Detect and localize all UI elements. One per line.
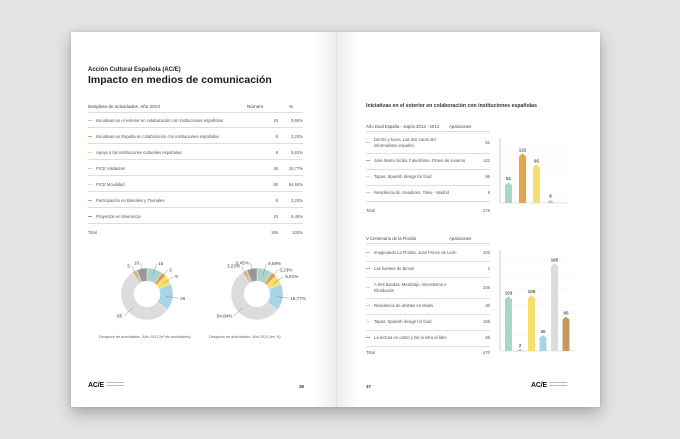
bar-chart-japan — [499, 138, 569, 206]
row-percent: 6,45% — [291, 214, 303, 219]
table-row — [88, 197, 303, 207]
bar — [563, 316, 570, 351]
table-row — [366, 318, 490, 328]
bar-value-label: 95 — [533, 158, 540, 164]
pie-caption-percent: Desglose de actividades. Año 2013 (en %) — [209, 335, 281, 339]
bar — [519, 153, 526, 203]
legend-swatch-icon — [366, 192, 370, 193]
divider — [88, 127, 303, 128]
row-label: Iniciativas en España en colaboración con instituciones españolas — [96, 134, 219, 139]
row-number: 5 — [275, 198, 278, 203]
table-row — [88, 213, 303, 223]
total-value: 276 — [483, 208, 490, 213]
slice-label: 6,45% — [236, 260, 250, 266]
donut-chart-percent — [209, 256, 309, 336]
bar-value-label: 8 — [549, 193, 552, 199]
slice-label: 85 — [117, 313, 123, 319]
total-label: Total — [366, 350, 375, 355]
row-label: Iniciativas en el exterior en colaboración con instituciones españolas — [96, 118, 223, 123]
bar — [547, 200, 554, 203]
divider — [366, 346, 490, 347]
supertitle: Acción Cultural Española (AC/E) — [88, 67, 181, 73]
divider — [366, 314, 490, 315]
row-value: 30 — [485, 303, 490, 308]
table-row — [366, 284, 490, 294]
table-row — [366, 173, 490, 183]
legend-swatch-icon — [366, 321, 370, 322]
table-row — [366, 249, 490, 259]
table-row — [366, 157, 490, 167]
row-percent: 16,77% — [288, 166, 303, 171]
row-number: 26 — [273, 166, 278, 171]
row-label: José María Sicilia. Fukushima. Flores de invierno — [374, 158, 466, 163]
bar — [505, 182, 512, 203]
table1-header-value: Apariciones — [449, 124, 472, 129]
row-label: PICE Visitantes — [96, 166, 126, 171]
divider — [366, 298, 490, 299]
table-row — [88, 133, 303, 143]
legend-swatch-icon — [88, 168, 92, 169]
row-label: Tapas. Spanish design for food — [374, 174, 432, 179]
legend-swatch-icon — [366, 176, 370, 177]
legend-swatch-icon — [366, 142, 370, 143]
table1-total-row — [366, 207, 490, 217]
row-label: Participación en Bienales y Trienales — [96, 198, 165, 203]
total-value: 470 — [483, 350, 490, 355]
divider — [366, 131, 490, 132]
row-number: 10 — [273, 214, 278, 219]
row-number: 15 — [273, 118, 278, 123]
legend-swatch-icon — [366, 252, 370, 253]
bar — [528, 295, 535, 351]
table2-total-row — [366, 349, 490, 359]
row-label: PICE Movilidad — [96, 182, 125, 187]
logo-text: AC/E — [88, 382, 104, 389]
divider — [366, 330, 490, 331]
row-label: Residencia de creadores. Tokio - Madrid — [374, 190, 449, 195]
divider — [88, 159, 303, 160]
row-percent: 5,81% — [291, 150, 303, 155]
legend-swatch-icon — [88, 120, 92, 121]
donut-chart-counts — [101, 256, 191, 336]
pie-caption-counts: Desglose de actividades. Año 2013 (nº de actividades) — [99, 335, 191, 339]
row-label: La lectura en cartel y De la letra al libro — [374, 335, 447, 340]
bar-value-label: 103 — [504, 290, 513, 296]
row-value: 51 — [485, 140, 490, 145]
slice-label: 3,23% — [279, 267, 293, 273]
table-row — [366, 302, 490, 312]
table-row — [366, 189, 490, 199]
row-number: 5 — [275, 134, 278, 139]
row-value: 122 — [483, 158, 490, 163]
logo-text: AC/E — [531, 382, 547, 389]
bar-value-label: 2 — [518, 343, 522, 348]
table-header-number: Número — [247, 104, 264, 109]
bar-chart-florida — [499, 250, 575, 354]
logo-subtitle — [106, 382, 124, 386]
spine-shadow — [336, 32, 358, 407]
row-label: Proyectos en itinerancia — [96, 214, 141, 219]
row-value: 165 — [483, 319, 490, 324]
divider — [88, 143, 303, 144]
divider — [366, 243, 490, 244]
bar-value-label: 122 — [518, 147, 527, 153]
footer-logo — [531, 382, 567, 389]
slice-label: 10 — [133, 260, 140, 266]
table-row — [366, 334, 490, 344]
page-number: 37 — [366, 384, 372, 389]
divider — [88, 207, 303, 208]
row-label: A tres bandas. Mestizaje, sincretismo e hibridación — [374, 282, 447, 293]
legend-swatch-icon — [366, 160, 370, 161]
table1-header-label: Año Dual España - Japón 2013 - 2014 — [366, 124, 440, 129]
table-row — [88, 117, 303, 127]
bar-value-label: 51 — [505, 176, 512, 182]
legend-swatch-icon — [366, 337, 370, 338]
divider — [366, 261, 490, 262]
total-number: 155 — [271, 230, 278, 235]
legend-swatch-icon — [366, 287, 370, 288]
row-percent: 54,84% — [288, 182, 303, 187]
open-book — [71, 32, 600, 407]
bar — [551, 263, 558, 351]
row-label: Las fuentes de Bimini — [374, 266, 415, 271]
row-label: Imaginando La Florida. Juan Ponce de León — [374, 250, 457, 255]
row-value: 65 — [485, 335, 490, 340]
bar-value-label: 165 — [550, 257, 559, 263]
bar-value-label: 105 — [527, 289, 536, 295]
left-page — [71, 32, 336, 407]
legend-swatch-icon — [88, 152, 92, 153]
slice-label: 9,68% — [268, 261, 282, 267]
divider — [88, 191, 303, 192]
bar — [517, 349, 524, 352]
total-label: Total — [366, 208, 375, 213]
spine-shadow — [314, 32, 336, 407]
slice-label: 3,23% — [226, 263, 240, 269]
bar-value-label: 30 — [540, 329, 546, 335]
divider — [88, 175, 303, 176]
table-row — [88, 165, 303, 175]
table-row — [88, 181, 303, 191]
slice-label: 9 — [175, 274, 178, 280]
divider — [366, 277, 490, 278]
slice-label: 15 — [158, 261, 164, 267]
slice-label: 26 — [180, 295, 186, 301]
page-number: 36 — [299, 384, 305, 389]
slice-label: 5 — [169, 267, 172, 273]
slice-label: 5 — [127, 263, 130, 269]
row-value: 95 — [485, 174, 490, 179]
legend-swatch-icon — [366, 305, 370, 306]
bar — [505, 296, 512, 351]
table-header-percent: % — [289, 104, 294, 109]
divider — [366, 153, 490, 154]
right-page — [336, 32, 600, 407]
legend-swatch-icon — [88, 184, 92, 185]
row-value: 103 — [483, 250, 490, 255]
total-label: Total — [88, 230, 97, 235]
divider — [88, 223, 303, 224]
row-value: 105 — [483, 285, 490, 290]
table2-header-label: V Centenario de la Florida — [366, 236, 416, 241]
total-percent: 100% — [292, 230, 303, 235]
table-row — [366, 265, 490, 275]
divider — [88, 112, 303, 113]
table-row — [88, 149, 303, 159]
divider — [366, 201, 490, 202]
footer-logo — [88, 382, 124, 389]
legend-swatch-icon — [366, 268, 370, 269]
row-percent: 9,68% — [291, 118, 303, 123]
row-percent: 3,23% — [291, 134, 303, 139]
bar-value-label: 65 — [563, 310, 569, 316]
row-label: Tapas. Spanish design for food — [374, 319, 432, 324]
bar — [540, 335, 547, 351]
row-label: Apoyo a las instituciones culturales españolas — [96, 150, 182, 155]
slice-label: 16,77% — [290, 295, 306, 301]
table-total-row — [88, 229, 303, 239]
divider — [366, 185, 490, 186]
row-percent: 3,23% — [291, 198, 303, 203]
divider — [366, 169, 490, 170]
row-value: 2 — [487, 266, 490, 271]
legend-swatch-icon — [88, 216, 92, 217]
legend-swatch-icon — [88, 136, 92, 137]
row-value: 8 — [487, 190, 490, 195]
table-header-label: Desglose de actividades. Año 2013 — [88, 104, 160, 109]
row-number: 85 — [273, 182, 278, 187]
page-title: Impacto en medios de comunicación — [88, 74, 272, 86]
legend-swatch-icon — [88, 200, 92, 201]
section-title: Iniciativas en el exterior en colaboración con instituciones españolas — [366, 103, 537, 109]
row-label: Residencia de artistas en Miami — [374, 303, 434, 308]
row-label: Dentro y fuera. Las dos caras del informalismo español — [374, 137, 436, 148]
slice-label: 54,84% — [216, 313, 233, 319]
table2-header-value: Apariciones — [449, 236, 472, 241]
slice-label: 5,81% — [285, 274, 299, 280]
row-number: 9 — [275, 150, 278, 155]
table-row — [366, 139, 490, 149]
bar — [533, 164, 540, 203]
logo-subtitle — [549, 382, 567, 386]
